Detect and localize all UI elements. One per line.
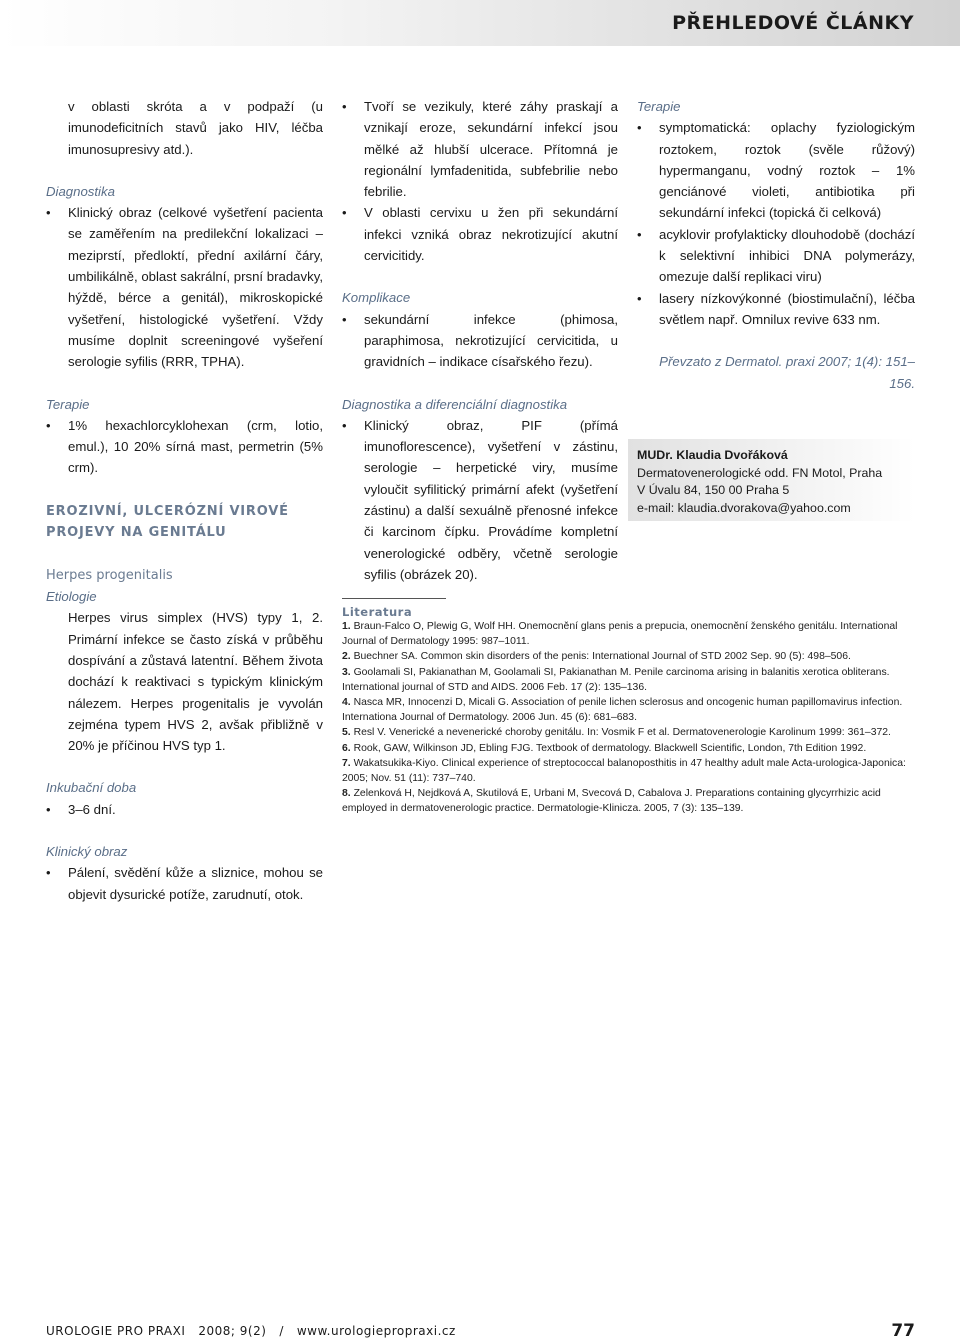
- section-caption: [46, 501, 323, 543]
- klinicky-item: • Pálení, svědění kůže a sliznice, mohou se objevit dysurické potíže, zarudnutí, otok.: [46, 862, 323, 905]
- author-dept: Dermatovenerologické odd. FN Motol, Praha: [637, 465, 883, 480]
- literature-section: [342, 598, 915, 817]
- heading-diagnostika: Diagnostika: [46, 183, 115, 199]
- symptom-item-1: • Tvoří se vezikuly, které záhy praskají a vznikají eroze, sekundární infekcí jsou mělké až hlubší ulcerace. Přítomná je regionální lymfadenitida, subfebrilie nebo febrilie.: [342, 96, 618, 202]
- reference-item: 1. Braun-Falco O, Plewig G, Wolf HH. Onemocnění glans penis a prepucia, onemocnění ženského genitálu. International Journal of Dermatology 1995: 987–1011.: [342, 621, 898, 648]
- literature-title: Literatura: [342, 605, 413, 619]
- author-name: MUDr. Klaudia Dvořáková: [637, 448, 788, 462]
- source-note: Převzato z Dermatol. praxi 2007; 1(4): 151–156.: [659, 354, 915, 391]
- header-bar: [0, 0, 960, 46]
- footer-journal: UROLOGIE PRO PRAXI: [46, 1324, 186, 1338]
- terapie-item-3: • lasery nízkovýkonné (biostimulační), léčba světlem např. Omnilux revive 633 nm.: [637, 288, 915, 331]
- reference-item: 7. Wakatsukika-Kiyo. Clinical experience of streptococcal balanoposthitis in 47 healthy adult male Acta-urologica-Japonica: 2005; Nov. 51 (11): 737–740.: [342, 757, 906, 785]
- footer: [46, 1321, 915, 1341]
- footer-website: www.urologiepropraxi.cz: [296, 1324, 456, 1338]
- column-left: [46, 96, 323, 905]
- author-address: V Úvalu 84, 150 00 Praha 5: [637, 483, 790, 497]
- footer-issue: 2008; 9(2): [198, 1324, 267, 1338]
- column-middle: [342, 96, 618, 585]
- reference-item: 4. Nasca MR, Innocenzi D, Micali G. Association of penile lichen sclerosus and oncogenic human papillomavirus infection. Internationa Journal of Dermatology. 2006 Jun. 45 (6): 681–683.: [342, 697, 903, 724]
- heading-komplikace: Komplikace: [342, 290, 411, 306]
- heading-terapie: Terapie: [46, 396, 90, 412]
- dd-item: • Klinický obraz, PIF (přímá imunoflorescence), vyšetření v zástinu, serologie – herpetické viry, musíme vyloučit syfilitický primární afekt (vyšetření zástinu) a další sexuálně přenosné infekce či karcinom čípku. Provádíme kompletní venerologické odběry, včetně serologie syfilis (obrázek 20).: [342, 415, 618, 585]
- page-number: 77: [891, 1321, 915, 1341]
- section-caption-line1: EROZIVNÍ, ULCERÓZNÍ VIROVÉ: [46, 503, 289, 519]
- heading-terapie-2: Terapie: [637, 99, 681, 114]
- terapie-item: • 1% hexachlorcyklohexan (crm, lotio, emul.), 10 20% sírná mast, permetrin (5% crm).: [46, 415, 323, 479]
- diagnostika-item: • Klinický obraz (celkové vyšetření pacienta se zaměřením na predilekční lokalizaci – meziprstí, předloktí, přední axilární čáry, umbilikálně, oblast sakrální, prsní bradavky, hýždě, bérce a genitál), mikroskopické vyšetření, histologické vyšetření. Vždy musíme doplnit screeningové vyšeření serologie syfilis (RRR, TPHA).: [46, 202, 323, 372]
- intro-text: v oblasti skróta a v podpaží (u imunodeficitních stavů jako HIV, léčba imunosupresivy atd.).: [68, 99, 323, 157]
- heading-inkubacni-doba: Inkubační doba: [46, 780, 137, 796]
- terapie-item-2: • acyklovir profylakticky dlouhodobě (dochází k selektivní inhibici DNA polymerázy, omezuje další replikaci viru): [637, 224, 915, 288]
- inkubacni-item: • 3–6 dní.: [46, 799, 323, 820]
- komplikace-item: • sekundární infekce (phimosa, paraphimosa, nekrotizující cervicitida, u gravidních – indikace císařského řezu).: [342, 309, 618, 373]
- heading-etiologie: Etiologie: [46, 589, 97, 605]
- reference-item: 8. Zelenková H, Nejdková A, Skutilová E, Urbani M, Svecová D, Cabalova J. Preparations containing glycyrrhizic acid employed in dermatovenerologic practice. Dermatologie-Klinicza. 2005, 7 (3): 135–139.: [342, 788, 881, 815]
- terapie-item-1: • symptomatická: oplachy fyziologickým roztokem, roztok (svěle růžový) hypermanganu, vodný roztok – 1% genciánové violeti, antibiotika při sekundární infekci (topická či celková): [637, 117, 915, 223]
- etiologie-text: Herpes virus simplex (HVS) typy 1, 2. Primární infekce se často získá v průběhu dospívání a zůstavá latentní. Během života dochází k reaktivaci s typickým klinickým nálezem. Herpes progenitalis je vyvolán zejména typem HVS 2, avšak přibližně v 20% je příčinou HVS typ 1.: [68, 610, 323, 754]
- footer-citation: [46, 1324, 456, 1338]
- author-box: [628, 439, 915, 521]
- reference-item: 2. Buechner SA. Common skin disorders of the penis: International Journal of STD 2002 Sep. 90 (5): 498–506.: [342, 651, 851, 663]
- footer-separator: /: [279, 1324, 284, 1338]
- author-email: e-mail: klaudia.dvorakova@yahoo.com: [637, 500, 851, 515]
- heading-dd: Diagnostika a diferenciální diagnostika: [342, 396, 568, 412]
- section-title: PŘEHLEDOVÉ ČLÁNKY: [672, 12, 914, 34]
- reference-item: 5. Resl V. Venerické a nevenerické choroby genitálu. In: Vosmik F et al. Dermatovenerologie Karolinum 1999: 361–372.: [342, 727, 891, 739]
- column-right: [637, 96, 915, 394]
- reference-item: 3. Goolamali SI, Pakianathan M, Goolamali SI, Pakianathan M. Penile carcinoma arising in balanitis xerotica obliterans. International journal of STD and AIDS. 2006 Feb. 17 (2): 135–136.: [342, 666, 890, 693]
- reference-item: 6. Rook, GAW, Wilkinson JD, Ebling FJG. Textbook of dermatology. Blackwell Scientific, London, 7th Edition 1992.: [342, 742, 867, 754]
- heading-klinicky-obraz: Klinický obraz: [46, 844, 128, 860]
- section-caption-line2: PROJEVY NA GENITÁLU: [46, 524, 227, 540]
- heading-herpes-progenitalis: Herpes progenitalis: [46, 567, 173, 583]
- literature-divider: [342, 598, 446, 599]
- symptom-item-2: • V oblasti cervixu u žen při sekundární infekci vzniká obraz nekrotizující akutní cervicitidy.: [342, 202, 618, 266]
